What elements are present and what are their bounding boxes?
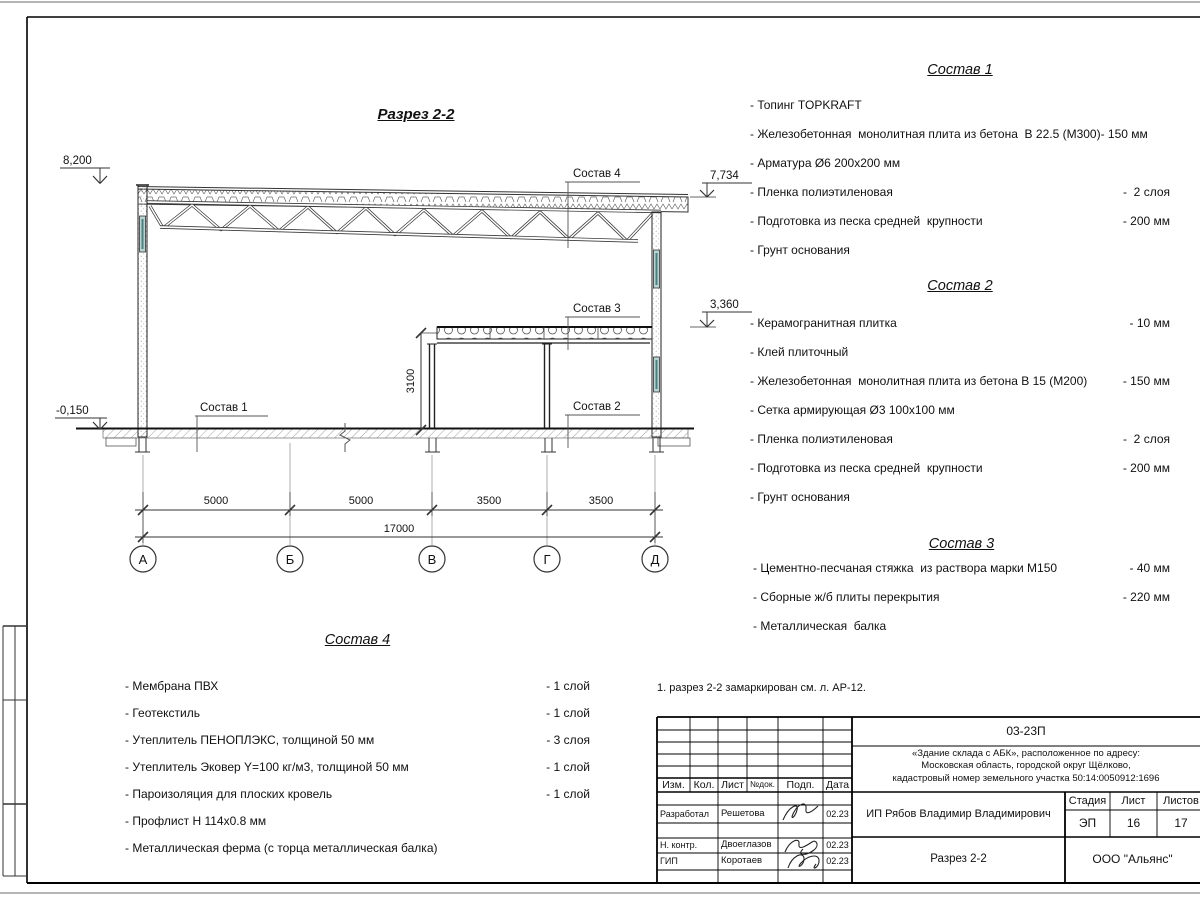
dim-value: 5000	[348, 495, 374, 507]
composition-item: - Мембрана ПВХ - 1 слой	[125, 679, 590, 693]
titleblock-date: 02.23	[826, 840, 849, 851]
axis-label: В	[427, 552, 437, 567]
composition-item: - Геотекстиль - 1 слой	[125, 706, 590, 720]
composition-item: - Грунт основания	[750, 490, 850, 504]
composition-item: - Металлическая ферма (с торца металлическая балка)	[125, 841, 438, 855]
titleblock-name: Двоеглазов	[721, 839, 772, 851]
composition-item: - Пленка полиэтиленовая - 2 слоя	[750, 185, 1170, 199]
dim-value: 3500	[588, 495, 614, 507]
signature-scribbles	[783, 804, 819, 868]
section-drawing-title: Разрез 2-2	[377, 106, 455, 123]
callout-sostav-4: Состав 4	[573, 168, 621, 180]
titleblock-object-line2: Московская область, городской округ Щёлково,	[921, 760, 1131, 772]
building-section	[55, 155, 752, 572]
composition-2-title: Состав 2	[927, 278, 993, 294]
titleblock-header-data: Дата	[825, 778, 850, 791]
titleblock-object-line3: кадастровый номер земельного участка 50:14:0050912:1696	[892, 773, 1160, 785]
composition-item: - Арматура Ø6 200х200 мм	[750, 156, 901, 170]
titleblock-stage-value: ЭП	[1078, 815, 1097, 830]
titleblock-sheets-total: 17	[1174, 815, 1188, 830]
titleblock-role: Н. контр.	[660, 840, 698, 851]
composition-item: - Утеплитель ПЕНОПЛЭКС, толщиной 50 мм - 3 слоя	[125, 733, 590, 747]
composition-item: - Топинг TOPKRAFT	[750, 98, 862, 112]
titleblock-sheet-title: Разрез 2-2	[930, 853, 987, 866]
titleblock-header-sheets: Листов	[1163, 794, 1199, 807]
composition-item: - Цементно-песчаная стяжка из раствора марки М150 - 40 мм	[753, 561, 1170, 575]
composition-item: - Железобетонная монолитная плита из бетона В 15 (М200) - 150 мм	[750, 374, 1170, 388]
composition-item: - Подготовка из песка средней крупности - 200 мм	[750, 461, 1170, 475]
dim-total-value: 17000	[383, 523, 415, 535]
composition-3-title: Состав 3	[928, 536, 995, 552]
composition-item: - Подготовка из песка средней крупности - 200 мм	[750, 214, 1170, 228]
composition-item: - Керамогранитная плитка - 10 мм	[750, 316, 1170, 330]
drawing-note: 1. разрез 2-2 замаркирован см. л. АР-12.	[657, 682, 866, 694]
mezzanine-slab	[437, 327, 652, 343]
composition-1	[750, 62, 1170, 272]
dim-value: 3500	[476, 495, 502, 507]
titleblock-header-kol: Кол.	[693, 778, 715, 791]
axis-label: А	[138, 552, 148, 567]
titleblock-header-podp: Подп.	[786, 778, 815, 791]
axis-label: Д	[650, 552, 660, 567]
composition-item: - Пленка полиэтиленовая - 2 слоя	[750, 432, 1170, 446]
elevation-value: 8,200	[63, 155, 92, 167]
composition-2	[750, 278, 1170, 519]
titleblock-name: Коротаев	[721, 855, 763, 867]
composition-item: - Утеплитель Эковер Y=100 кг/м3, толщиной 50 мм - 1 слой	[125, 760, 590, 774]
titleblock-header-ndok: №док.	[750, 779, 775, 790]
elevation-value: -0,150	[56, 405, 89, 417]
composition-item: - Пароизоляция для плоских кровель - 1 слой	[125, 787, 590, 801]
titleblock-name: Решетова	[721, 807, 765, 819]
titleblock-header-list: Лист	[721, 778, 744, 791]
composition-item: - Сборные ж/б плиты перекрытия - 220 мм	[753, 590, 1170, 604]
callout-sostav-2: Состав 2	[573, 401, 621, 413]
composition-item: - Грунт основания	[750, 243, 850, 257]
composition-1-title: Состав 1	[927, 62, 993, 78]
titleblock-role: Разработал	[660, 808, 709, 819]
composition-item: - Железобетонная монолитная плита из бетона В 22.5 (М300)- 150 мм	[750, 127, 1148, 141]
callout-sostav-1: Состав 1	[200, 402, 248, 414]
titleblock-role: ГИП	[660, 856, 678, 867]
titleblock-header-stage: Стадия	[1068, 794, 1107, 807]
composition-4-title: Состав 4	[324, 632, 391, 648]
elevation-value: 3,360	[710, 299, 739, 311]
composition-item: - Металлическая балка	[753, 619, 887, 633]
callout-sostav-3: Состав 3	[573, 303, 621, 315]
titleblock-object-line1: «Здание склада с АБК», расположенное по адресу:	[912, 748, 1140, 760]
right-wall	[652, 212, 661, 437]
elevation-value: 7,734	[710, 170, 739, 182]
titleblock-sheet-number: 16	[1126, 815, 1141, 830]
titleblock-header-izm: Изм.	[662, 778, 685, 791]
dim-value: 5000	[203, 495, 229, 507]
composition-4	[125, 632, 590, 868]
axis-bubbles	[130, 546, 668, 572]
axis-label: Б	[285, 552, 295, 567]
titleblock-doc-code: 03-23П	[1006, 723, 1046, 738]
axis-label: Г	[543, 552, 551, 567]
interior-columns	[427, 344, 552, 429]
titleblock-company: ООО "Альянс"	[1092, 852, 1173, 867]
composition-3	[753, 536, 1170, 648]
floor-slab	[76, 423, 694, 452]
titleblock-client: ИП Рябов Владимир Владимирович	[866, 808, 1051, 821]
titleblock-date: 02.23	[826, 856, 849, 867]
dim-vertical-value: 3100	[405, 368, 417, 394]
composition-item: - Клей плиточный	[750, 345, 849, 359]
titleblock-date: 02.23	[826, 808, 849, 819]
composition-item: - Профлист Н 114х0.8 мм	[125, 814, 267, 828]
composition-item: - Сетка армирующая Ø3 100х100 мм	[750, 403, 955, 417]
titleblock-header-sheet: Лист	[1121, 794, 1146, 807]
